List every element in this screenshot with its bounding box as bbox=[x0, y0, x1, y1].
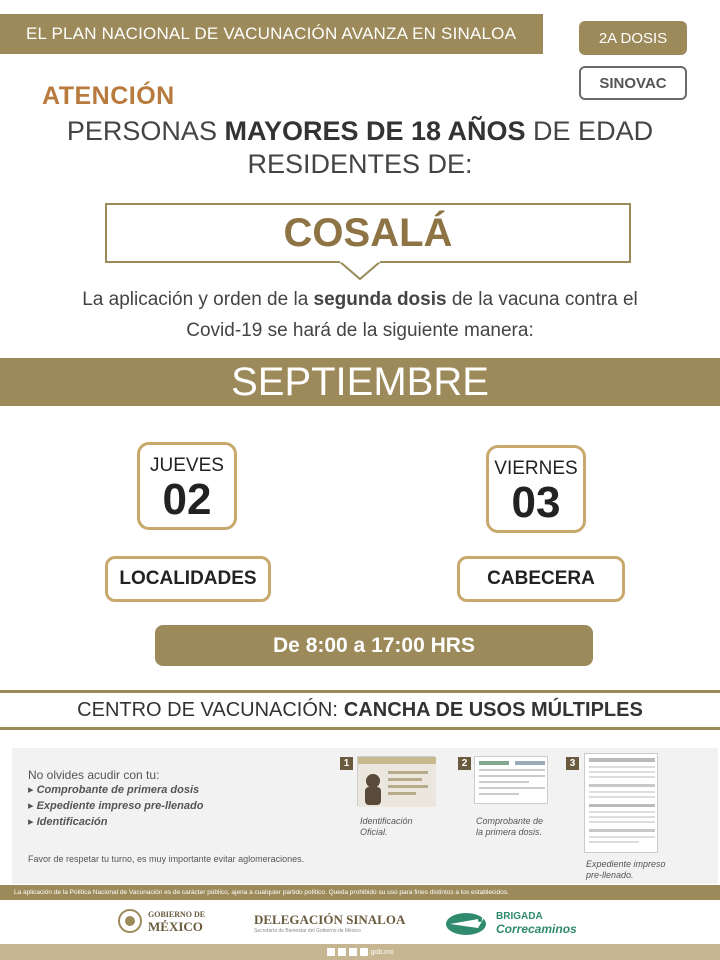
requirement-item: ▸ Comprobante de primera dosis bbox=[28, 784, 200, 796]
headline-bold: MAYORES DE 18 AÑOS bbox=[224, 116, 526, 146]
location-cabecera bbox=[457, 556, 625, 602]
location-label: CABECERA bbox=[487, 568, 595, 589]
caption-line: Oficial. bbox=[360, 827, 388, 837]
instagram-icon[interactable] bbox=[349, 948, 357, 956]
description-line-1 bbox=[0, 284, 720, 315]
month-label: SEPTIEMBRE bbox=[231, 359, 489, 404]
brigade-line-1: BRIGADA bbox=[496, 911, 543, 922]
requirements-title: No olvides acudir con tu: bbox=[28, 768, 160, 782]
headline-pre: PERSONAS bbox=[66, 116, 225, 146]
legal-disclaimer bbox=[0, 885, 720, 900]
residents-headline: RESIDENTES DE: bbox=[247, 149, 473, 179]
doc-caption bbox=[360, 816, 413, 838]
doc-number-badge: 2 bbox=[458, 757, 471, 770]
requirements-note: Favor de respetar tu turno, es muy importante evitar aglomeraciones. bbox=[28, 854, 305, 864]
form-document-icon bbox=[584, 753, 658, 853]
location-localidades bbox=[105, 556, 271, 602]
proof-document-icon bbox=[474, 756, 548, 804]
brigada-correcaminos-logo bbox=[444, 908, 577, 938]
requirement-item: ▸ Expediente impreso pre-llenado bbox=[28, 800, 204, 812]
requirement-text: Identificación bbox=[36, 816, 108, 828]
gov-line-2: MÉXICO bbox=[148, 919, 203, 934]
requirement-text: Comprobante de primera dosis bbox=[36, 784, 200, 796]
dose-badge: 2A DOSIS bbox=[579, 21, 687, 55]
doc-number-badge: 3 bbox=[566, 757, 579, 770]
month-band bbox=[0, 358, 720, 406]
desc-pre: La aplicación y orden de la bbox=[82, 289, 314, 310]
town-box bbox=[105, 203, 631, 263]
location-label: LOCALIDADES bbox=[119, 568, 257, 589]
gobierno-mexico-logo bbox=[118, 908, 205, 934]
delegation-name: DELEGACIÓN SINALOA bbox=[254, 912, 406, 927]
doc-caption bbox=[476, 816, 543, 838]
facebook-icon[interactable] bbox=[327, 948, 335, 956]
site-link[interactable]: gob.mx bbox=[370, 948, 394, 956]
delegacion-sinaloa-logo bbox=[254, 912, 405, 934]
plan-banner: EL PLAN NACIONAL DE VACUNACIÓN AVANZA EN SINALOA bbox=[0, 14, 543, 54]
weekday-label: VIERNES bbox=[494, 458, 578, 479]
attention-heading: ATENCIÓN bbox=[42, 82, 175, 110]
desc-post: de la vacuna contra el bbox=[446, 289, 638, 310]
caption-line: la primera dosis. bbox=[476, 827, 543, 837]
caption-line: pre-llenado. bbox=[586, 870, 634, 880]
date-card-friday bbox=[486, 445, 586, 533]
caption-line: Comprobante de bbox=[476, 816, 544, 826]
requirement-text: Expediente impreso pre-llenado bbox=[36, 800, 204, 812]
town-name: COSALÁ bbox=[283, 210, 453, 255]
center-name: CANCHA DE USOS MÚLTIPLES bbox=[343, 698, 643, 721]
speech-pointer-icon bbox=[338, 261, 382, 281]
twitter-icon[interactable] bbox=[338, 948, 346, 956]
caption-line: Expediente impreso bbox=[586, 859, 666, 869]
delegation-subtitle: Secretaría de Bienestar del Gobierno de México bbox=[254, 928, 361, 934]
description-line-2: Covid-19 se hará de la siguiente manera: bbox=[186, 320, 534, 341]
id-card-icon bbox=[357, 756, 435, 806]
vaccine-badge: SINOVAC bbox=[579, 66, 687, 100]
youtube-icon[interactable] bbox=[360, 948, 368, 956]
brigade-line-2: Correcaminos bbox=[496, 922, 577, 936]
legal-text: La aplicación de la Política Nacional de Vacunación es de carácter público, ajena a cualquier partido político. Queda prohibido su uso para fines distintos a los establecidos. bbox=[14, 889, 509, 896]
day-number: 03 bbox=[511, 478, 561, 527]
gov-line-1: GOBIERNO DE bbox=[148, 910, 206, 919]
center-label: CENTRO DE VACUNACIÓN: bbox=[77, 698, 338, 721]
hours-bar bbox=[155, 625, 593, 666]
caption-line: Identificación bbox=[360, 816, 413, 826]
headline-post: DE EDAD bbox=[525, 116, 654, 146]
doc-number-badge: 1 bbox=[340, 757, 353, 770]
desc-bold: segunda dosis bbox=[313, 289, 447, 310]
date-card-thursday bbox=[137, 442, 237, 530]
requirement-item: ▸ Identificación bbox=[28, 816, 108, 828]
age-headline bbox=[0, 116, 720, 147]
day-number: 02 bbox=[162, 475, 212, 524]
roadrunner-icon bbox=[444, 908, 490, 938]
social-footer bbox=[0, 944, 720, 960]
weekday-label: JUEVES bbox=[150, 455, 224, 476]
vaccination-center bbox=[0, 690, 720, 730]
mexico-seal-icon bbox=[118, 908, 142, 934]
hours-label: De 8:00 a 17:00 HRS bbox=[273, 633, 475, 657]
doc-caption bbox=[586, 859, 666, 881]
